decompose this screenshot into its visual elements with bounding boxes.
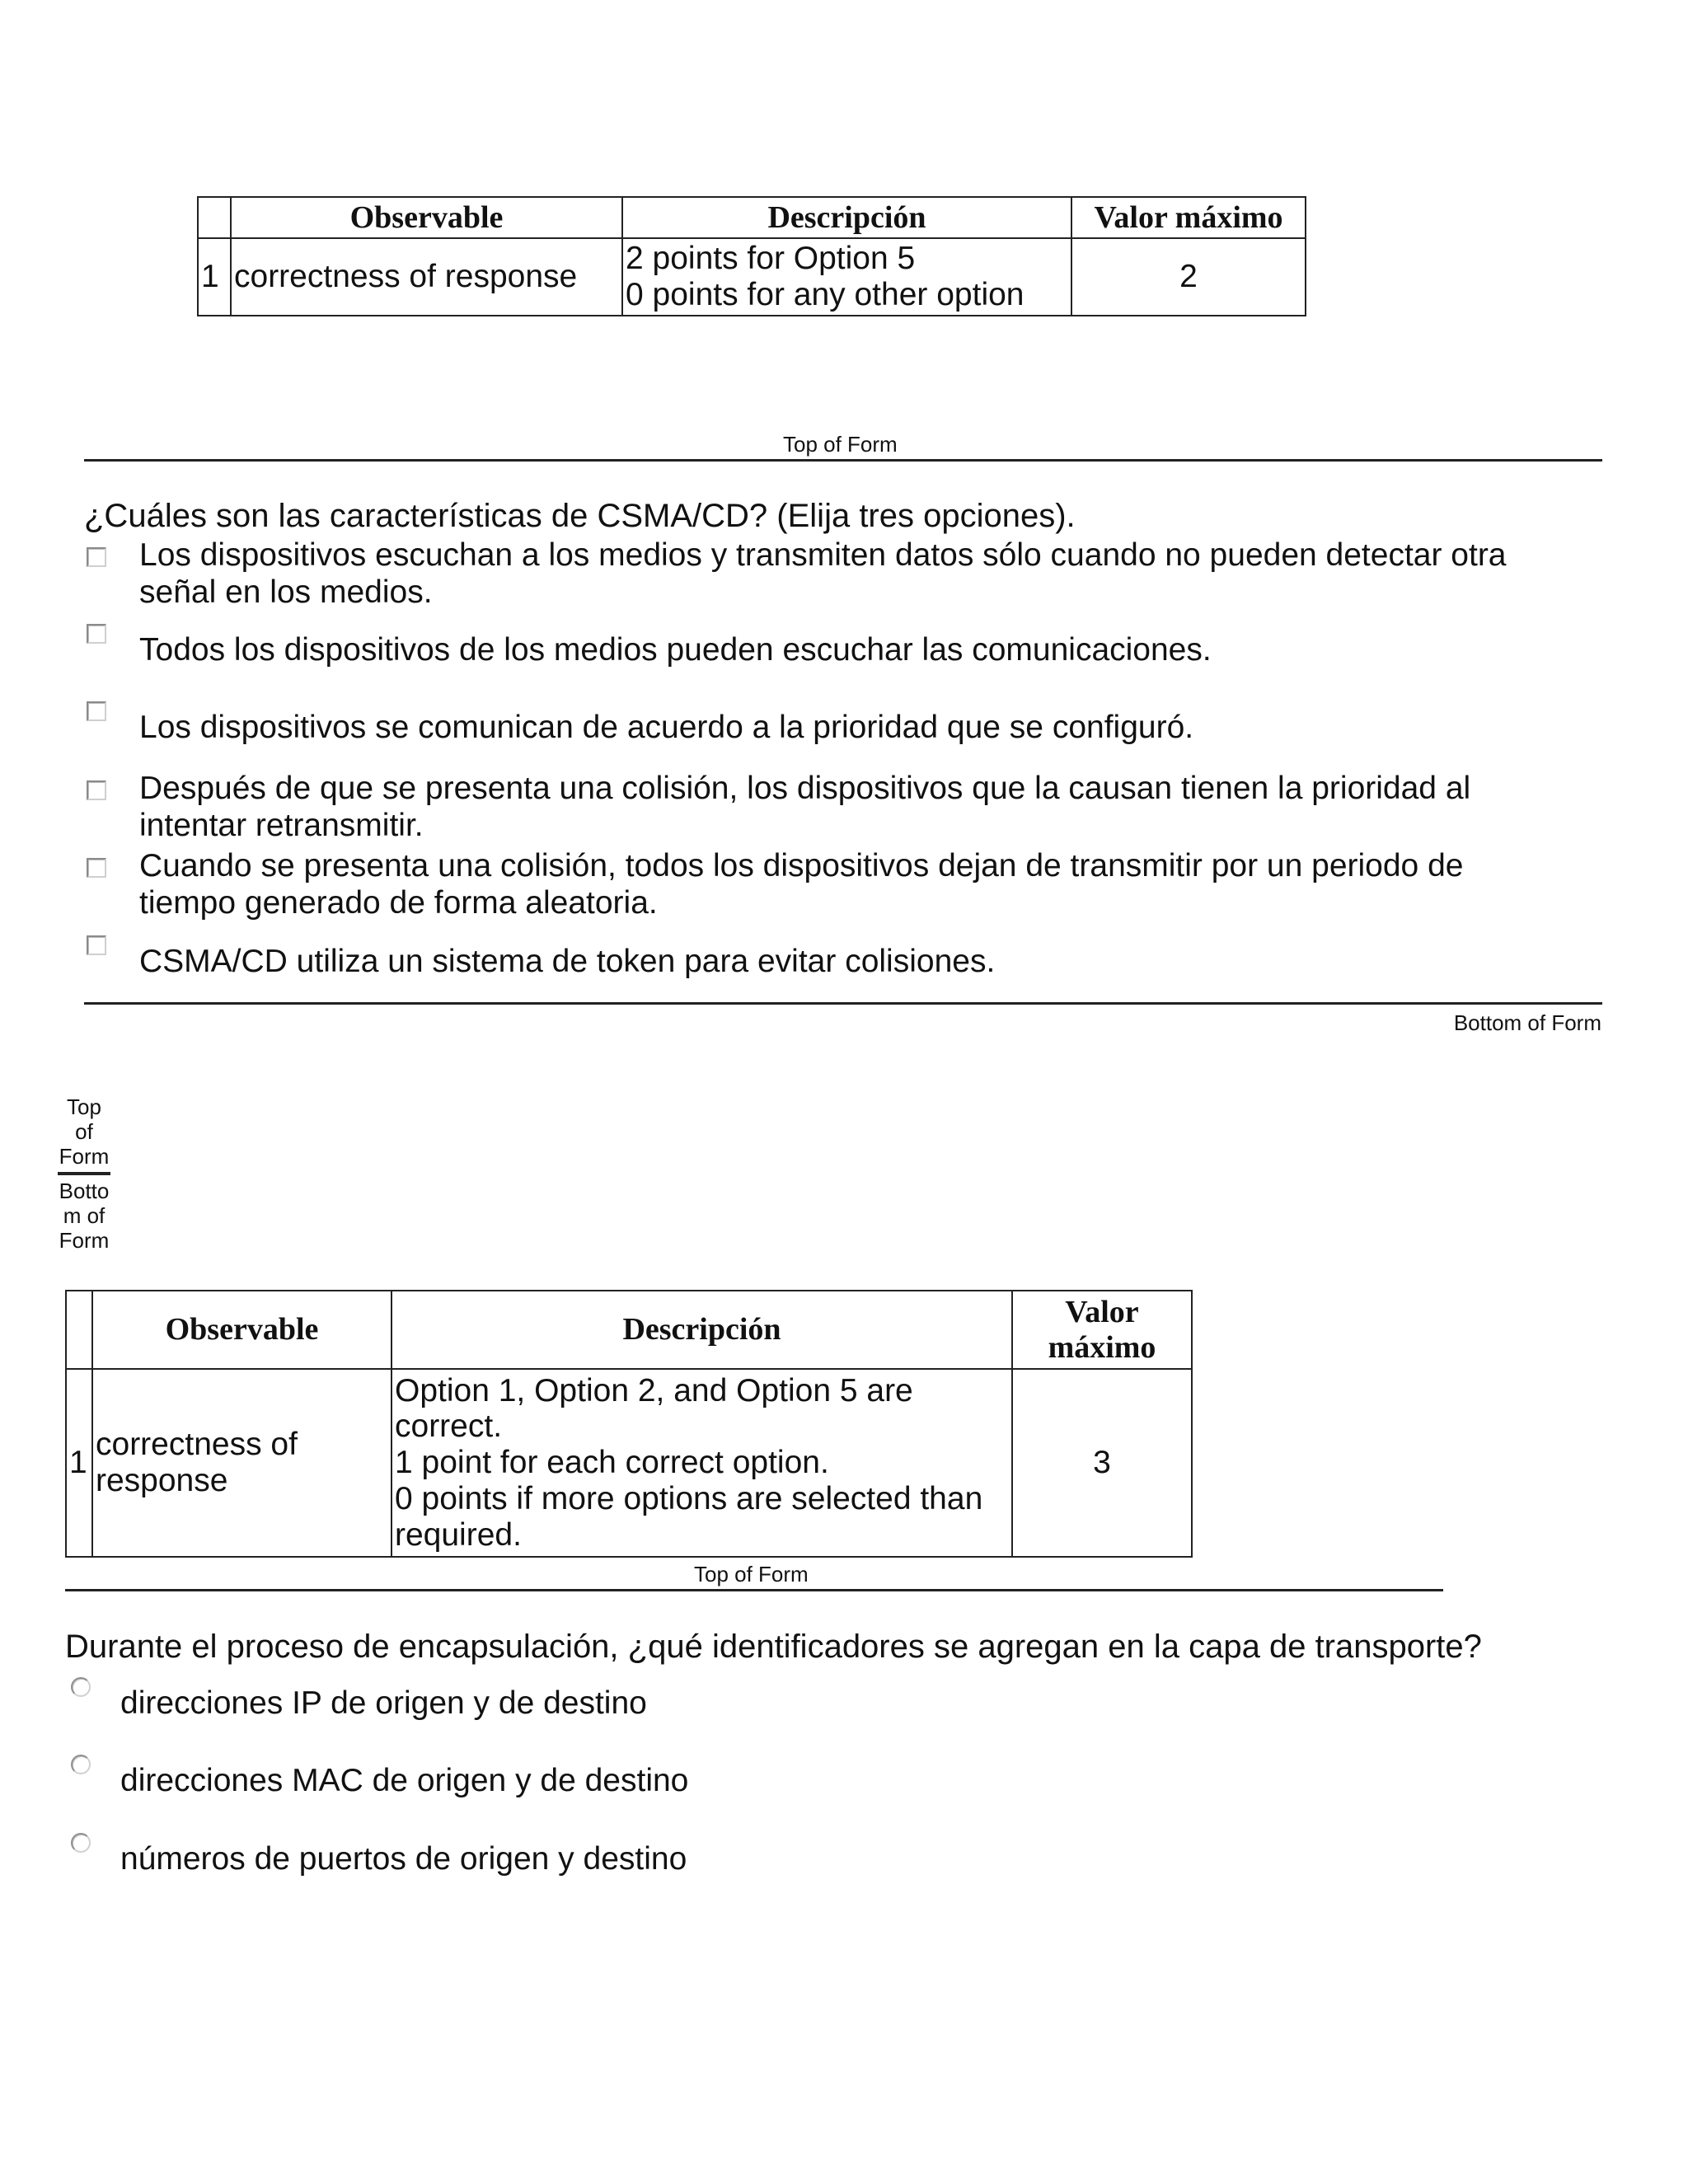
description-line: Option 1, Option 2, and Option 5 are <box>395 1372 913 1408</box>
option-1-label <box>139 537 1590 611</box>
option-3-line-1: Los dispositivos se comunican de acuerdo a la prioridad que se configuró. <box>139 710 1194 745</box>
option-1-label: direcciones IP de origen y de destino <box>120 1685 647 1721</box>
option-4-line-2: intentar retransmitir. <box>139 808 424 843</box>
rubric-table-2 <box>65 1290 1193 1558</box>
row-observable: correctness of response <box>231 238 622 316</box>
option-6-checkbox[interactable] <box>87 935 106 955</box>
header-max-value: Valor máximo <box>1071 197 1306 238</box>
header-observable: Observable <box>92 1291 392 1369</box>
mini-top-line: Top <box>67 1094 101 1119</box>
description-line: required. <box>395 1516 522 1553</box>
top-of-form-label: Top of Form <box>694 1562 809 1586</box>
option-3-radio[interactable] <box>71 1833 91 1853</box>
option-3-label <box>139 709 1590 746</box>
option-1-checkbox[interactable] <box>87 547 106 567</box>
option-1-radio[interactable] <box>71 1677 91 1697</box>
header-max-value-line: Valor <box>1065 1294 1139 1329</box>
question-encapsulation: Durante el proceso de encapsulación, ¿qué identificadores se agregan en la capa de transporte? <box>65 1629 1482 1665</box>
option-5-label <box>139 847 1590 921</box>
rubric-table-1 <box>197 196 1306 316</box>
option-4-label <box>139 770 1590 844</box>
table-row <box>198 238 1306 316</box>
option-3-checkbox[interactable] <box>87 701 106 721</box>
option-5-line-1: Cuando se presenta una colisión, todos los dispositivos dejan de transmitir por un periodo de <box>139 848 1464 883</box>
option-2-checkbox[interactable] <box>87 624 106 644</box>
table-row <box>66 1369 1192 1557</box>
row-max-value: 3 <box>1012 1369 1192 1557</box>
header-max-value-line: máximo <box>1048 1329 1156 1365</box>
form-bottom-rule <box>84 1002 1602 1005</box>
table-header-row <box>66 1291 1192 1369</box>
description-line: 0 points for any other option <box>626 277 1025 312</box>
row-max-value: 2 <box>1071 238 1306 316</box>
description-line: 2 points for Option 5 <box>626 241 916 277</box>
row-observable <box>92 1369 392 1557</box>
option-4-line-1: Después de que se presenta una colisión, los dispositivos que la causan tienen la prioridad al <box>139 771 1471 806</box>
option-2-line-1: Todos los dispositivos de los medios pueden escuchar las comunicaciones. <box>139 632 1212 668</box>
description-line: 0 points if more options are selected than <box>395 1480 983 1516</box>
header-observable: Observable <box>231 197 622 238</box>
option-4-checkbox[interactable] <box>87 780 106 800</box>
option-6-label <box>139 943 1590 980</box>
mini-form-rule <box>58 1172 110 1175</box>
mini-bottom-line: Form <box>59 1228 110 1253</box>
question-csma-cd: ¿Cuáles son las características de CSMA/CD? (Elija tres opciones). <box>84 498 1076 534</box>
mini-top-line: Form <box>59 1144 110 1169</box>
option-2-label: direcciones MAC de origen y de destino <box>120 1763 689 1798</box>
header-index <box>198 197 231 238</box>
form-top-rule <box>84 459 1602 462</box>
mini-bottom-line: m of <box>63 1203 106 1228</box>
mini-bottom-of-form <box>54 1179 114 1253</box>
mini-top-of-form <box>54 1094 114 1169</box>
top-of-form-label: Top of Form <box>783 432 898 457</box>
form-top-rule <box>65 1589 1443 1591</box>
option-1-line-1: Los dispositivos escuchan a los medios y transmiten datos sólo cuando no pueden detectar otra <box>139 537 1507 573</box>
header-index <box>66 1291 92 1369</box>
row-description <box>622 238 1071 316</box>
description-line: correct. <box>395 1408 503 1445</box>
mini-top-line: of <box>75 1119 93 1144</box>
row-index: 1 <box>66 1369 92 1557</box>
option-6-line-1: CSMA/CD utiliza un sistema de token para evitar colisiones. <box>139 944 996 979</box>
header-max-value <box>1012 1291 1192 1369</box>
option-5-line-2: tiempo generado de forma aleatoria. <box>139 885 658 921</box>
option-3-label: números de puertos de origen y destino <box>120 1841 687 1877</box>
mini-bottom-line: Botto <box>59 1179 110 1203</box>
row-index: 1 <box>198 238 231 316</box>
header-description: Descripción <box>622 197 1071 238</box>
option-1-line-2: señal en los medios. <box>139 574 433 610</box>
header-description: Descripción <box>392 1291 1012 1369</box>
bottom-of-form-label: Bottom of Form <box>1453 1010 1601 1035</box>
observable-line: correctness of <box>96 1427 298 1463</box>
description-line: 1 point for each correct option. <box>395 1445 829 1481</box>
table-header-row <box>198 197 1306 238</box>
option-2-radio[interactable] <box>71 1755 91 1774</box>
row-description <box>392 1369 1012 1557</box>
option-2-label <box>139 631 1590 668</box>
option-5-checkbox[interactable] <box>87 858 106 878</box>
observable-line: response <box>96 1463 228 1498</box>
